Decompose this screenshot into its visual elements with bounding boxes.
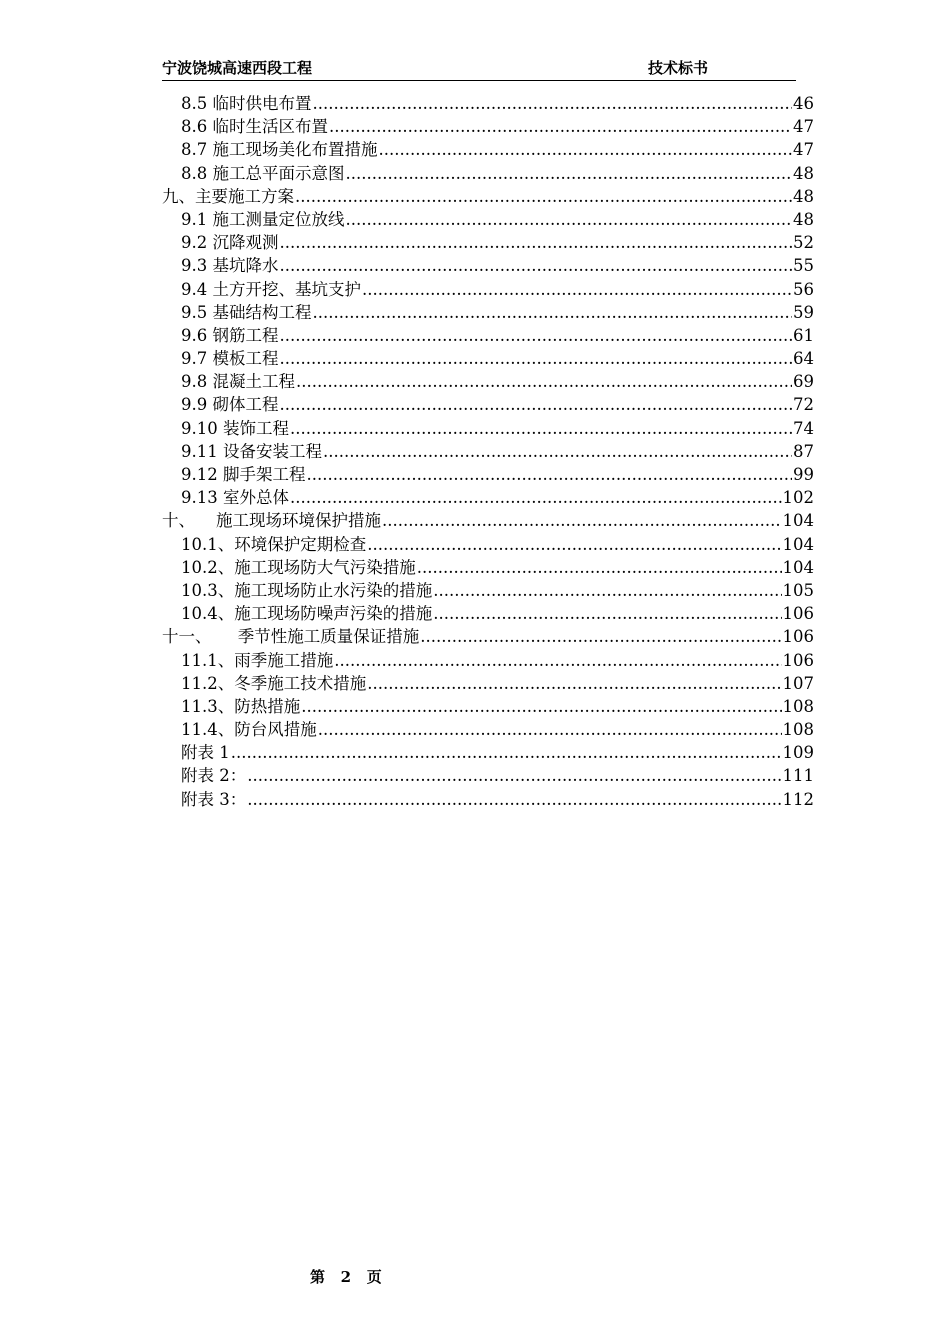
toc-entry[interactable]	[162, 92, 814, 115]
toc-dot-leader	[280, 231, 793, 254]
toc-entry-page-number: 109	[782, 743, 814, 763]
toc-dot-leader	[379, 138, 793, 161]
toc-entry-page-number: 87	[793, 441, 814, 461]
toc-dot-leader	[247, 764, 781, 787]
toc-entry-label: 8.5 临时供电布置	[181, 94, 312, 113]
toc-entry-label: 9.4 土方开挖、基坑支护	[181, 279, 361, 299]
toc-entry-label: 十、 施工现场环境保护措施	[162, 511, 381, 531]
toc-entry[interactable]	[162, 509, 814, 532]
toc-dot-leader	[306, 463, 792, 486]
toc-entry[interactable]	[162, 417, 814, 440]
toc-entry[interactable]	[162, 649, 814, 672]
toc-entry[interactable]	[162, 138, 814, 161]
toc-entry-page-number: 72	[793, 395, 814, 415]
toc-entry-label: 10.1、环境保护定期检查	[181, 534, 367, 554]
toc-entry[interactable]	[162, 301, 814, 324]
toc-entry-label: 9.13 室外总体	[181, 488, 289, 508]
header-project-title: 宁波饶城高速西段工程	[162, 59, 313, 77]
toc-entry-label: 9.1 施工测量定位放线	[181, 209, 345, 229]
toc-entry[interactable]	[162, 741, 814, 764]
toc-entry[interactable]	[162, 208, 814, 231]
toc-dot-leader	[318, 718, 782, 741]
toc-dot-leader	[433, 579, 781, 602]
toc-entry-label: 11.4、防台风措施	[181, 720, 317, 740]
toc-dot-leader	[296, 370, 792, 393]
toc-entry-label: 附表 3：	[181, 789, 247, 809]
toc-entry-label: 九、主要施工方案	[162, 186, 294, 206]
toc-entry-label: 11.1、雨季施工措施	[181, 650, 334, 670]
toc-dot-leader	[346, 208, 793, 231]
toc-entry[interactable]	[162, 347, 814, 370]
toc-entry-page-number: 55	[793, 256, 814, 276]
toc-dot-leader	[367, 533, 781, 556]
toc-entry-label: 9.7 模板工程	[181, 349, 279, 369]
toc-dot-leader	[280, 393, 793, 416]
toc-dot-leader	[329, 115, 792, 138]
toc-entry-label: 8.8 施工总平面示意图	[181, 163, 345, 183]
toc-dot-leader	[420, 625, 781, 648]
toc-dot-leader	[323, 440, 792, 463]
toc-entry[interactable]	[162, 254, 814, 277]
toc-entry-label: 8.6 临时生活区布置	[181, 117, 328, 137]
toc-entry-page-number: 59	[793, 302, 814, 322]
toc-entry[interactable]	[162, 672, 814, 695]
toc-entry-label: 附表 1	[181, 743, 230, 763]
toc-entry-page-number: 104	[782, 534, 814, 554]
toc-entry-label: 9.9 砌体工程	[181, 395, 279, 415]
toc-dot-leader	[367, 672, 781, 695]
toc-entry-label: 11.2、冬季施工技术措施	[181, 673, 367, 693]
toc-entry-label: 10.4、施工现场防噪声污染的措施	[181, 604, 433, 624]
toc-dot-leader	[313, 301, 793, 324]
toc-entry-page-number: 112	[782, 789, 814, 809]
toc-entry-page-number: 107	[782, 673, 814, 693]
toc-entry-label: 8.7 施工现场美化布置措施	[181, 140, 378, 160]
toc-entry-page-number: 47	[793, 140, 814, 160]
toc-dot-leader	[334, 649, 781, 672]
toc-entry[interactable]	[162, 463, 814, 486]
toc-dot-leader	[280, 347, 793, 370]
toc-entry[interactable]	[162, 231, 814, 254]
page-number-footer: 第 2 页	[310, 1268, 382, 1286]
header-document-type: 技术标书	[648, 59, 709, 77]
toc-entry-page-number: 52	[793, 233, 814, 253]
toc-entry-label: 附表 2：	[181, 766, 247, 786]
toc-entry[interactable]	[162, 370, 814, 393]
toc-entry-page-number: 102	[782, 488, 814, 508]
toc-entry-label: 9.2 沉降观测	[181, 233, 279, 253]
toc-entry-label: 10.2、施工现场防大气污染措施	[181, 557, 416, 577]
toc-dot-leader	[280, 254, 793, 277]
toc-entry[interactable]	[162, 185, 814, 208]
toc-dot-leader	[295, 185, 792, 208]
toc-entry-page-number: 64	[793, 349, 814, 369]
toc-entry-label: 十一、 季节性施工质量保证措施	[162, 627, 420, 647]
toc-entry-page-number: 61	[793, 325, 814, 345]
toc-dot-leader	[290, 417, 792, 440]
toc-dot-leader	[417, 556, 782, 579]
toc-dot-leader	[301, 695, 781, 718]
toc-entry-page-number: 48	[793, 209, 814, 229]
toc-entry-page-number: 74	[793, 418, 814, 438]
toc-entry[interactable]	[162, 278, 814, 301]
toc-entry-page-number: 104	[782, 557, 814, 577]
toc-entry[interactable]	[162, 556, 814, 579]
toc-entry-label: 9.6 钢筋工程	[181, 325, 279, 345]
toc-entry-page-number: 47	[793, 117, 814, 137]
toc-dot-leader	[382, 509, 782, 532]
toc-entry-page-number: 111	[782, 766, 814, 786]
toc-entry-label: 9.11 设备安装工程	[181, 441, 322, 461]
toc-entry-label: 9.5 基础结构工程	[181, 302, 312, 322]
toc-dot-leader	[346, 162, 793, 185]
page-header	[162, 58, 796, 81]
toc-dot-leader	[247, 788, 781, 811]
toc-entry-label: 9.8 混凝土工程	[181, 372, 295, 392]
toc-dot-leader	[280, 324, 793, 347]
toc-entry[interactable]	[162, 625, 814, 648]
toc-entry-page-number: 46	[793, 94, 814, 113]
toc-entry-page-number: 106	[782, 604, 814, 624]
table-of-contents	[162, 92, 814, 811]
toc-entry-page-number: 69	[793, 372, 814, 392]
toc-entry-page-number: 56	[793, 279, 814, 299]
toc-entry-page-number: 106	[782, 650, 814, 670]
toc-entry-page-number: 108	[782, 696, 814, 716]
toc-entry[interactable]	[162, 788, 814, 811]
toc-entry-label: 10.3、施工现场防止水污染的措施	[181, 580, 433, 600]
toc-dot-leader	[290, 486, 782, 509]
toc-dot-leader	[313, 92, 793, 115]
toc-entry[interactable]	[162, 162, 814, 185]
toc-entry-label: 11.3、防热措施	[181, 696, 301, 716]
toc-entry-label: 9.12 脚手架工程	[181, 465, 306, 484]
toc-entry[interactable]	[162, 440, 814, 463]
toc-entry-page-number: 104	[782, 511, 814, 531]
toc-entry[interactable]	[162, 695, 814, 718]
toc-entry-page-number: 108	[782, 720, 814, 740]
toc-entry[interactable]	[162, 486, 814, 509]
toc-entry-label: 9.10 装饰工程	[181, 418, 289, 438]
toc-entry-page-number: 48	[793, 163, 814, 183]
toc-entry-page-number: 105	[782, 580, 814, 600]
toc-entry-label: 9.3 基坑降水	[181, 256, 279, 276]
toc-entry[interactable]	[162, 324, 814, 347]
toc-entry-page-number: 48	[793, 186, 814, 206]
toc-entry[interactable]	[162, 393, 814, 416]
toc-entry[interactable]	[162, 764, 814, 787]
toc-entry-page-number: 99	[793, 465, 814, 484]
toc-entry[interactable]	[162, 115, 814, 138]
toc-entry[interactable]	[162, 602, 814, 625]
toc-entry-page-number: 106	[782, 627, 814, 647]
toc-entry[interactable]	[162, 579, 814, 602]
toc-entry[interactable]	[162, 533, 814, 556]
toc-entry[interactable]	[162, 718, 814, 741]
toc-dot-leader	[231, 741, 782, 764]
toc-dot-leader	[433, 602, 781, 625]
toc-dot-leader	[362, 278, 792, 301]
